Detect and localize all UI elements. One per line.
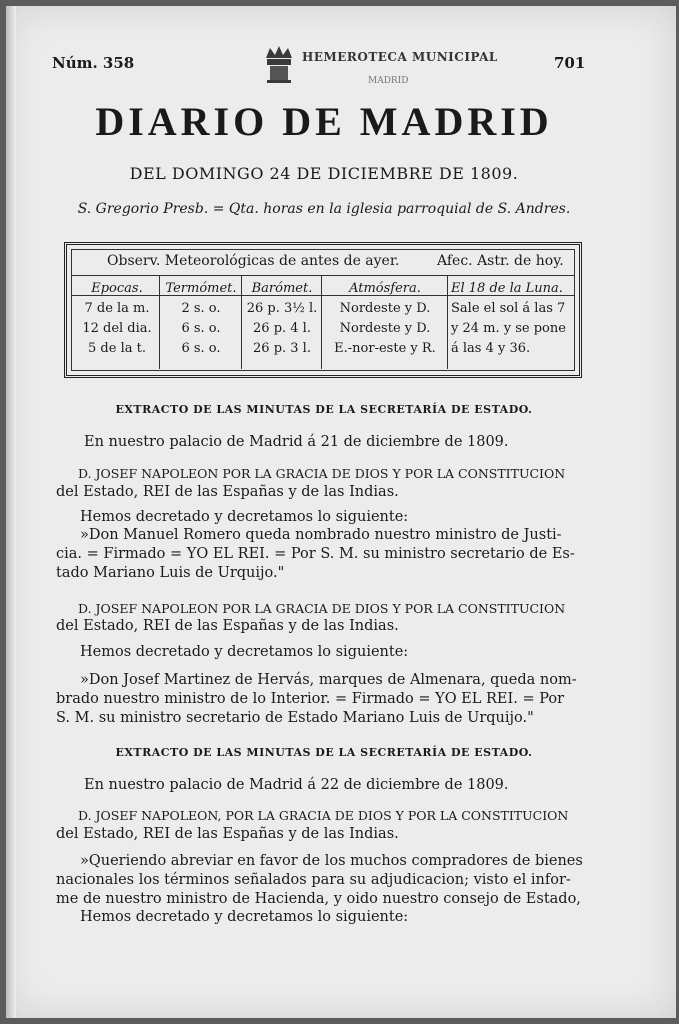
col-header-termomet: Termómet. — [165, 281, 237, 296]
baromet-row: 26 p. 4 l. — [253, 321, 311, 336]
luna-row: y 24 m. y se pone — [451, 321, 566, 336]
decree-formula: Hemos decretado y decretamos lo siguiente: — [80, 909, 409, 925]
col-header-luna: El 18 de la Luna. — [451, 281, 563, 296]
termomet-row: 2 s. o. — [181, 301, 221, 316]
weather-table — [64, 242, 582, 378]
decree-text: »Don Josef Martinez de Hervás, marques de Almenara, queda nom- — [80, 672, 577, 688]
baromet-row: 26 p. 3½ l. — [246, 301, 318, 316]
luna-row: Sale el sol á las 7 — [451, 301, 566, 316]
decree-formula: Hemos decretado y decretamos lo siguiente: — [80, 644, 409, 660]
col-termomet — [162, 279, 240, 359]
page-edge-shadow — [6, 6, 16, 1018]
col-header-epocas: Epocas. — [91, 281, 143, 296]
atmosfera-row: E.-nor-este y R. — [334, 341, 436, 356]
decree-text: me de nuestro ministro de Hacienda, y oido nuestro consejo de Estado, — [56, 891, 581, 907]
col-header-atmosfera: Atmósfera. — [349, 281, 421, 296]
masthead-title: DIARIO DE MADRID — [95, 99, 553, 144]
decree-preamble-cont: del Estado, REI de las Españas y de las Indias. — [56, 826, 399, 842]
atmosfera-row: Nordeste y D. — [339, 321, 431, 336]
baromet-row: 26 p. 3 l. — [253, 341, 311, 356]
termomet-row: 6 s. o. — [181, 341, 221, 356]
page-number: 701 — [554, 54, 586, 72]
decree-text: tado Mariano Luis de Urquijo." — [56, 565, 285, 581]
library-stamp — [258, 42, 498, 92]
crown-icon — [262, 44, 296, 84]
luna-row: á las 4 y 36. — [451, 341, 531, 356]
decree-preamble: D. JOSEF NAPOLEON, POR LA GRACIA DE DIOS Y POR LA CONSTITUCION — [78, 808, 569, 823]
saint-of-day: S. Gregorio Presb. = Qta. horas en la iglesia parroquial de S. Andres. — [77, 201, 571, 217]
decree-text: nacionales los términos señalados para su adjudicacion; visto el infor- — [56, 872, 571, 888]
atmosfera-row: Nordeste y D. — [339, 301, 431, 316]
section-heading: EXTRACTO DE LAS MINUTAS DE LA SECRETARÍA DE ESTADO. — [115, 746, 533, 759]
decree-text: cia. = Firmado = YO EL REI. = Por S. M. su ministro secretario de Es- — [56, 546, 575, 562]
stamp-subtext: MADRID — [368, 76, 409, 86]
termomet-row: 6 s. o. — [181, 321, 221, 336]
section-heading: EXTRACTO DE LAS MINUTAS DE LA SECRETARÍA DE ESTADO. — [115, 403, 533, 416]
decree-preamble-cont: del Estado, REI de las Españas y de las Indias. — [56, 484, 399, 500]
palace-dateline: En nuestro palacio de Madrid á 22 de diciembre de 1809. — [84, 777, 509, 793]
stamp-text: HEMEROTECA MUNICIPAL — [302, 50, 498, 64]
col-baromet — [244, 279, 320, 359]
decree-preamble: D. JOSEF NAPOLEON POR LA GRACIA DE DIOS Y POR LA CONSTITUCION — [78, 601, 566, 616]
weather-heading: Observ. Meteorológicas de antes de ayer. — [107, 253, 400, 269]
epoca-row: 5 de la t. — [88, 341, 146, 356]
issue-date: DEL DOMINGO 24 DE DICIEMBRE DE 1809. — [129, 164, 519, 183]
epoca-row: 12 del dia. — [82, 321, 152, 336]
epoca-row: 7 de la m. — [84, 301, 150, 316]
col-atmosfera — [324, 279, 446, 359]
decree-formula: Hemos decretado y decretamos lo siguiente: — [80, 509, 409, 525]
decree-text: brado nuestro ministro de lo Interior. = Firmado = YO EL REI. = Por — [56, 691, 565, 707]
decree-preamble-cont: del Estado, REI de las Españas y de las Indias. — [56, 618, 399, 634]
astro-heading: Afec. Astr. de hoy. — [437, 253, 564, 269]
decree-text: S. M. su ministro secretario de Estado Mariano Luis de Urquijo." — [56, 710, 534, 726]
col-epocas — [77, 279, 157, 359]
issue-number: Núm. 358 — [52, 54, 135, 72]
palace-dateline: En nuestro palacio de Madrid á 21 de diciembre de 1809. — [84, 434, 509, 450]
col-luna — [451, 279, 577, 359]
col-header-baromet: Barómet. — [251, 281, 313, 296]
newspaper-page — [6, 6, 676, 1018]
decree-preamble: D. JOSEF NAPOLEON POR LA GRACIA DE DIOS Y POR LA CONSTITUCION — [78, 466, 566, 481]
decree-text: »Don Manuel Romero queda nombrado nuestro ministro de Justi- — [80, 527, 562, 543]
decree-text: »Queriendo abreviar en favor de los muchos compradores de bienes — [80, 853, 583, 869]
